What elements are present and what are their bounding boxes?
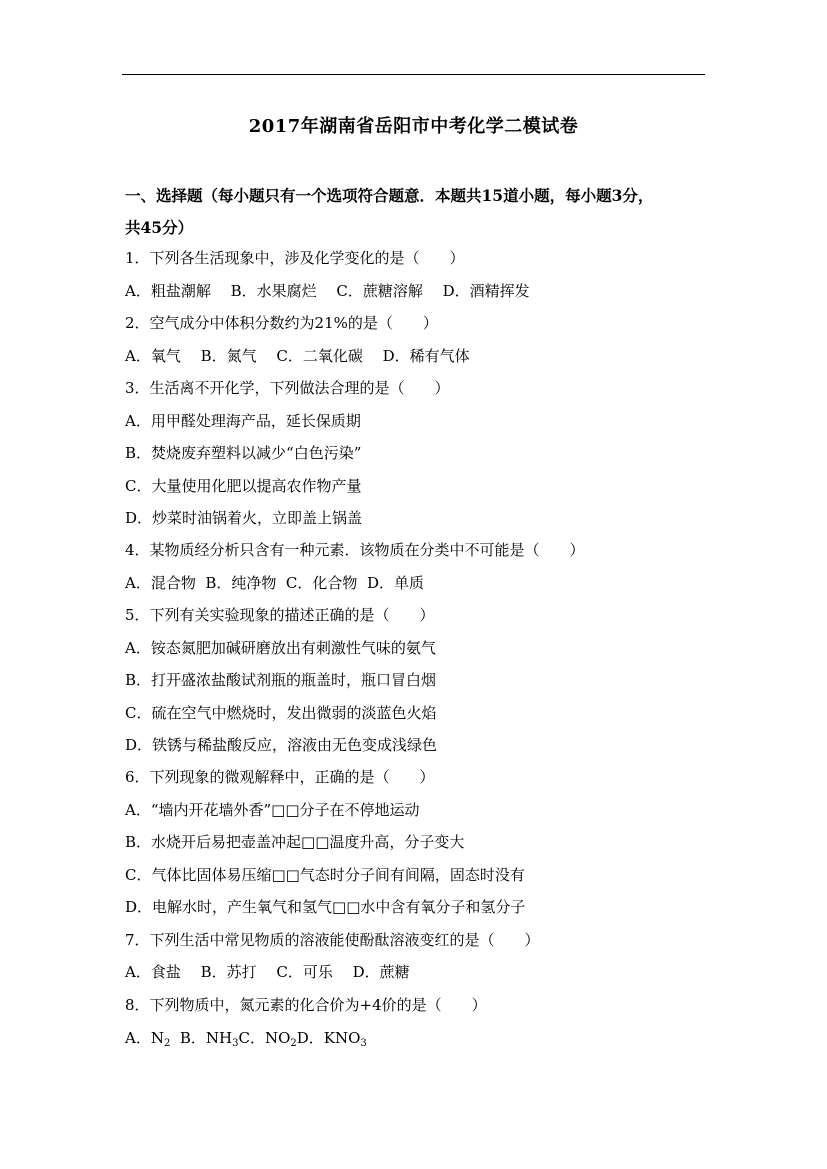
question-8-option-a-text: A．N: [125, 1029, 164, 1047]
question-3-option-d: D．炒菜时油锅着火，立即盖上锅盖: [125, 509, 363, 527]
question-6-option-c: C．气体比固体易压缩□□气态时分子间有间隔，固态时没有: [125, 866, 525, 884]
question-5-option-d: D．铁锈与稀盐酸反应，溶液由无色变成浅绿色: [125, 736, 438, 754]
question-7-options: A．食盐 B．苏打 C．可乐 D．蔗糖: [125, 963, 410, 981]
question-4-options: A．混合物 B．纯净物 C．化合物 D．单质: [125, 574, 424, 592]
question-3-option-b: B．焚烧废弃塑料以减少“白色污染”: [125, 444, 362, 462]
question-5-option-c: C．硫在空气中燃烧时，发出微弱的淡蓝色火焰: [125, 704, 437, 722]
question-6-option-b: B．水烧开后易把壶盖冲起□□温度升高，分子变大: [125, 833, 465, 851]
question-8-stem: 8．下列物质中，氮元素的化合价为+4价的是（ ）: [125, 996, 487, 1014]
header-rule: [122, 74, 705, 75]
question-8-option-d-sub: 3: [360, 1038, 367, 1049]
question-6-stem: 6．下列现象的微观解释中，正确的是（ ）: [125, 768, 435, 786]
question-8-option-c-sub: 2: [290, 1038, 297, 1049]
section-heading-line-2: 共45分）: [125, 218, 194, 237]
page-title: 2017年湖南省岳阳市中考化学二模试卷: [248, 116, 579, 137]
question-2-options: A．氧气 B．氮气 C．二氧化碳 D．稀有气体: [125, 347, 470, 365]
section-heading-line-1: 一、选择题（每小题只有一个选项符合题意．本题共15道小题，每小题3分，: [125, 186, 654, 205]
question-5-stem: 5．下列有关实验现象的描述正确的是（ ）: [125, 606, 435, 624]
question-4-stem: 4．某物质经分析只含有一种元素．该物质在分类中不可能是（ ）: [125, 541, 585, 559]
question-5-option-a: A．铵态氮肥加碱研磨放出有刺激性气味的氨气: [125, 639, 436, 657]
question-2-stem: 2．空气成分中体积分数约为21%的是（ ）: [125, 314, 438, 332]
question-8-options: [125, 1028, 367, 1048]
question-8-option-c-text: C．NO: [238, 1029, 291, 1047]
question-3-option-a: A．用甲醛处理海产品，延长保质期: [125, 412, 361, 430]
question-8-option-a-sub: 2: [163, 1038, 171, 1049]
question-3-option-c: C．大量使用化肥以提高农作物产量: [125, 477, 362, 495]
question-8-option-b-sub: 3: [232, 1038, 239, 1049]
question-1-options: A．粗盐潮解 B．水果腐烂 C．蔗糖溶解 D．酒精挥发: [125, 282, 530, 300]
question-3-stem: 3．生活离不开化学，下列做法合理的是（ ）: [125, 379, 450, 397]
question-6-option-a: A．“墙内开花墙外香”□□分子在不停地运动: [125, 801, 420, 819]
question-7-stem: 7．下列生活中常见物质的溶液能使酚酞溶液变红的是（ ）: [125, 931, 540, 949]
section-heading: [125, 180, 710, 244]
question-8-option-d-text: D．KNO: [296, 1029, 361, 1047]
question-1-stem: 1．下列各生活现象中，涉及化学变化的是（ ）: [125, 249, 465, 267]
question-6-option-d: D．电解水时，产生氧气和氢气□□水中含有氧分子和氢分子: [125, 898, 526, 916]
question-8-option-b-text: B．NH: [170, 1029, 233, 1047]
question-5-option-b: B．打开盛浓盐酸试剂瓶的瓶盖时，瓶口冒白烟: [125, 671, 437, 689]
